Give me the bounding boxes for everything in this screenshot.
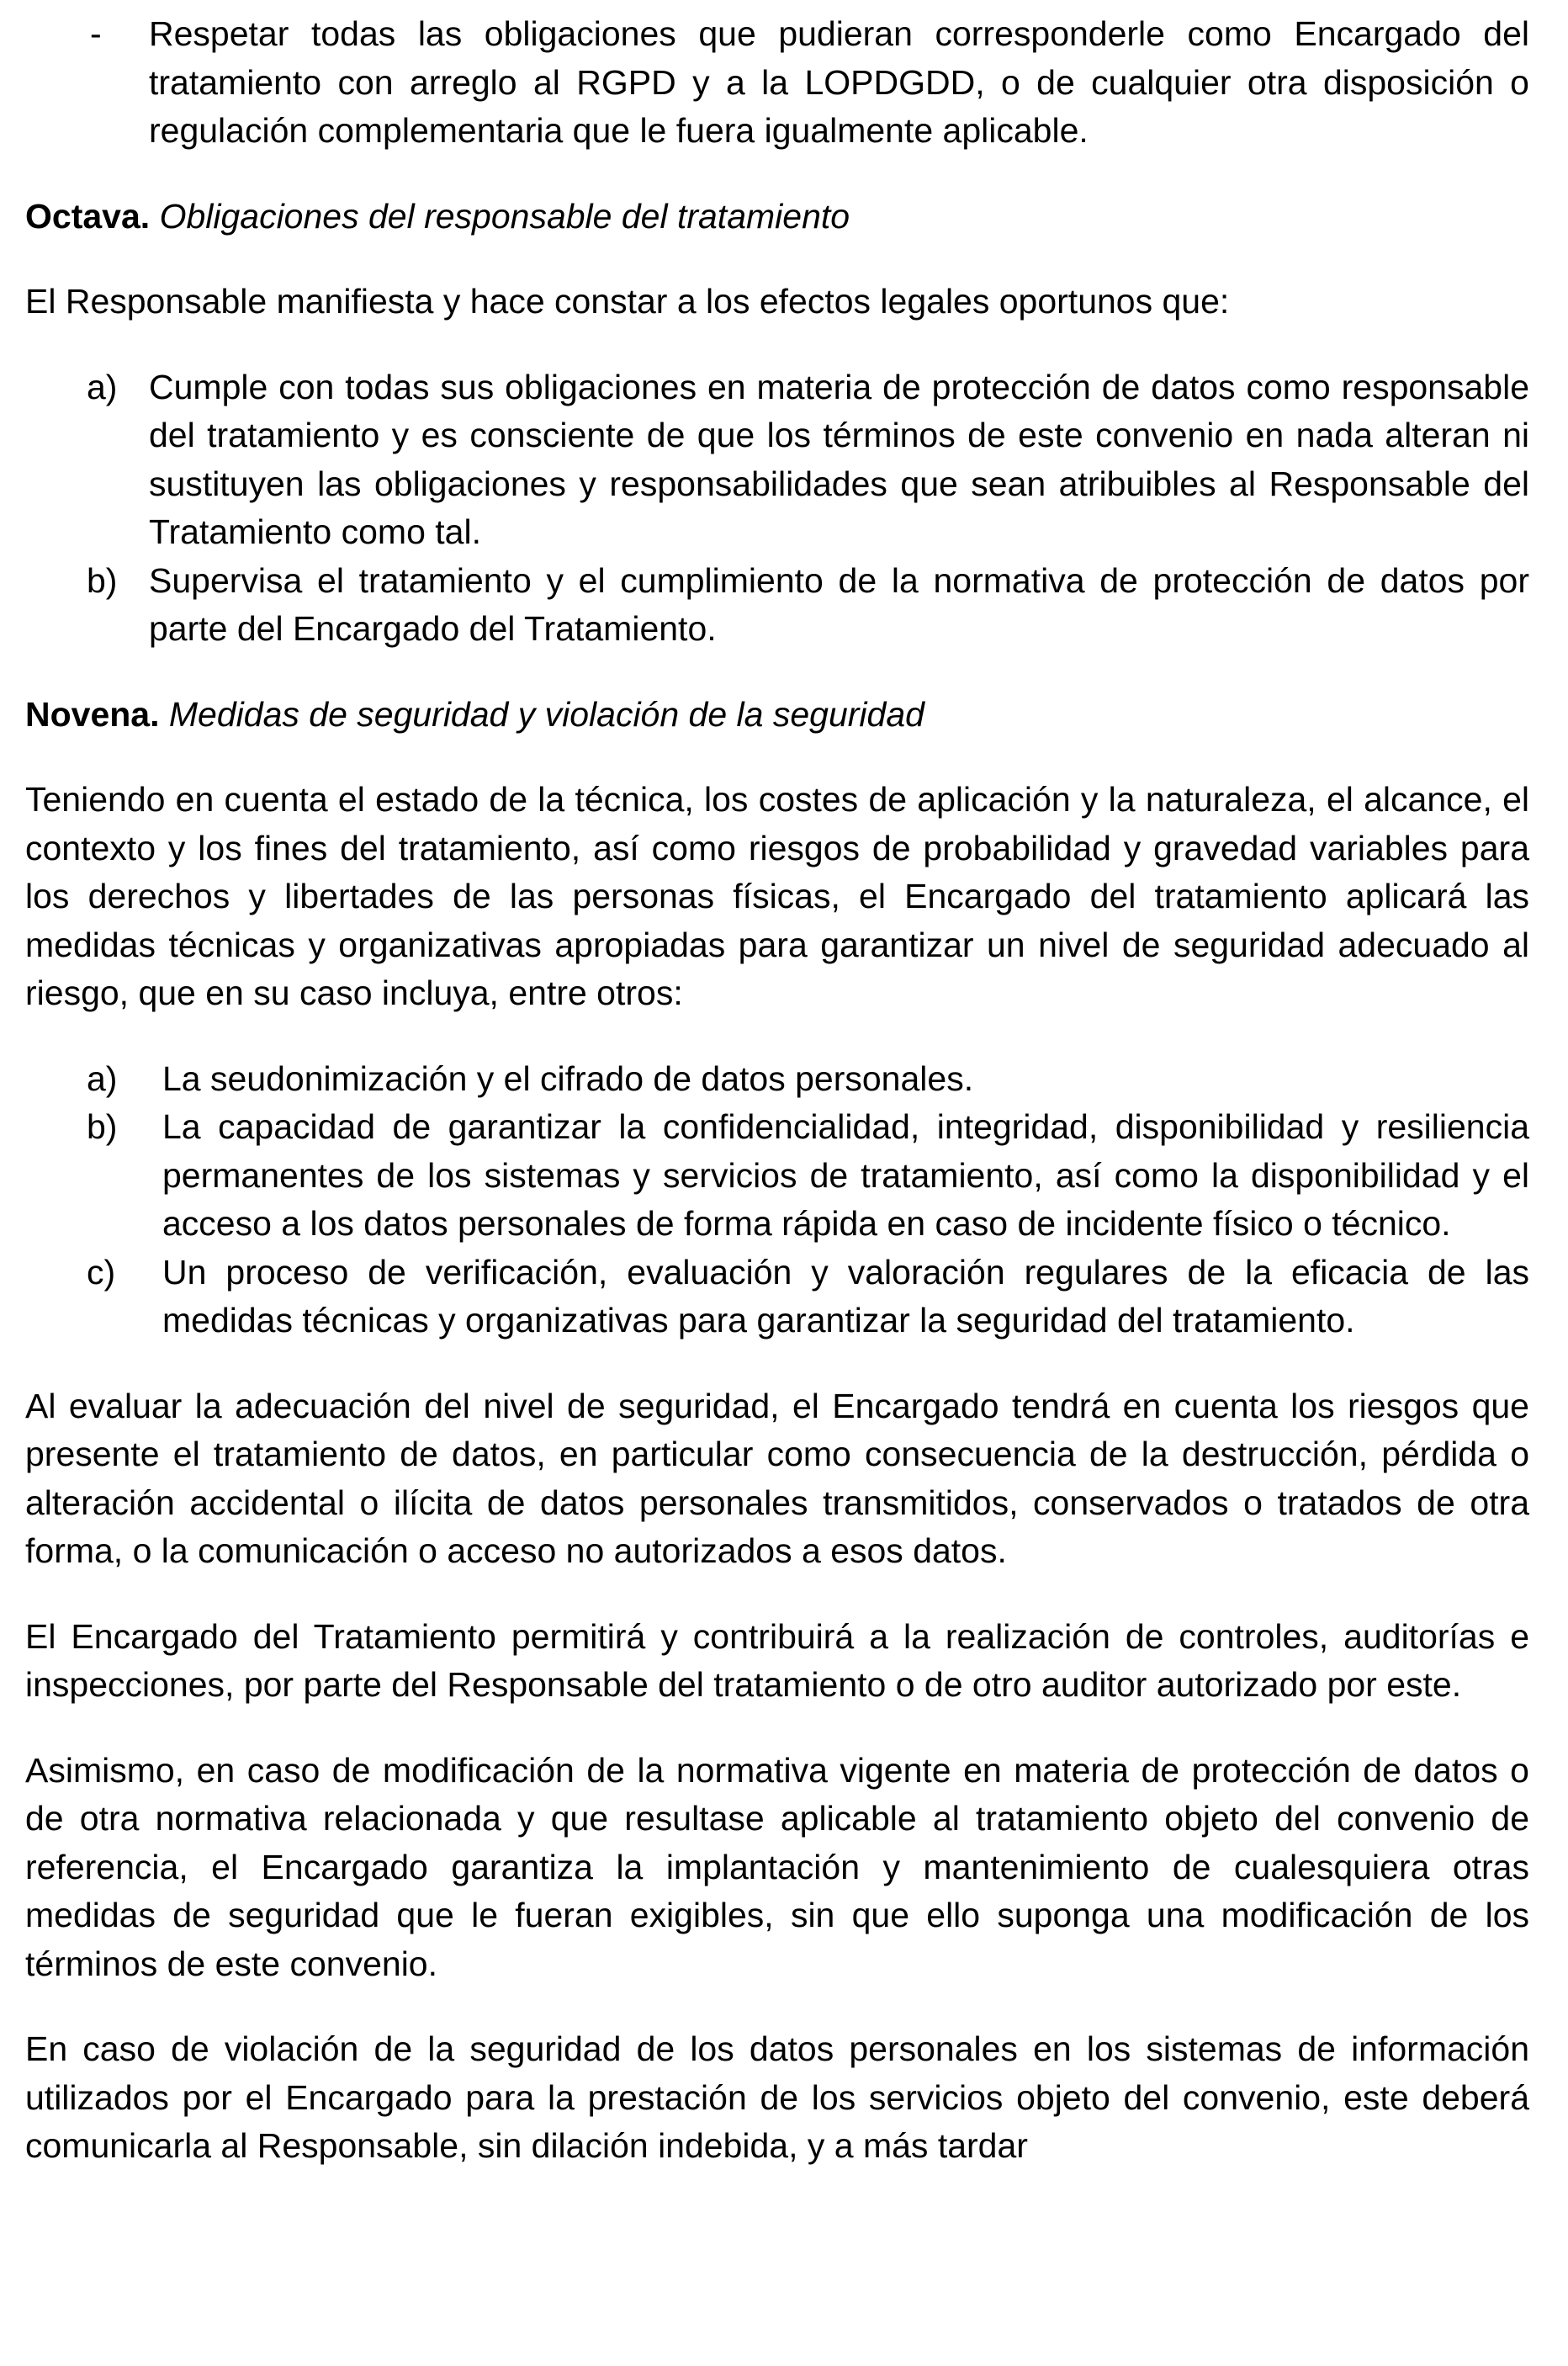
clause-octava-intro: El Responsable manifiesta y hace constar a los efectos legales oportunos que: — [25, 282, 1230, 321]
list-marker: a) — [87, 1058, 118, 1098]
list-item-text: Respetar todas las obligaciones que pudieran corresponderle como Encargado del tratamiento con arreglo al RGPD y a la LOPDGDD, o de cualquier otra disposición o regulación complementaria que le fuera igualmente aplicable. — [149, 14, 1529, 150]
list-marker: b) — [87, 560, 118, 600]
body-paragraph: En caso de violación de la seguridad de los datos personales en los sistemas de información utilizados por el Encargado para la prestación de los servicios objeto del convenio, este deberá comunicarla al Responsable, sin dilación indebida, y a más tardar — [25, 2029, 1529, 2165]
clause-number: Novena. — [25, 694, 160, 734]
body-paragraph: El Encargado del Tratamiento permitirá y contribuirá a la realización de controles, auditorías e inspecciones, por parte del Responsable del tratamiento o de otro auditor autorizado por este. — [25, 1616, 1529, 1704]
list-item-text: Un proceso de verificación, evaluación y valoración regulares de la eficacia de las medidas técnicas y organizativas para garantizar la seguridad del tratamiento. — [162, 1252, 1529, 1339]
obligations-list — [25, 10, 1529, 156]
list-item — [25, 1055, 1529, 1104]
list-item — [25, 557, 1529, 654]
list-item — [25, 1249, 1529, 1345]
list-marker: - — [90, 14, 102, 53]
list-item — [25, 1103, 1529, 1249]
body-paragraph: Asimismo, en caso de modificación de la normativa vigente en materia de protección de datos o de otra normativa relacionada y que resultase aplicable al tratamiento objeto del convenio de referencia, el Encargado garantiza la implantación y mantenimiento de cualesquiera otras medidas de seguridad que le fueran exigibles, sin que ello suponga una modificación de los términos de este convenio. — [25, 1750, 1529, 1983]
list-marker: a) — [87, 367, 118, 406]
clause-number: Octava. — [25, 196, 151, 236]
list-marker: c) — [87, 1252, 116, 1292]
clause-novena-list — [25, 1055, 1529, 1345]
clause-octava-heading — [25, 193, 1529, 241]
clause-novena-heading — [25, 691, 1529, 740]
body-paragraph: Al evaluar la adecuación del nivel de seguridad, el Encargado tendrá en cuenta los riesgos que presente el tratamiento de datos, en particular como consecuencia de la destrucción, pérdida o alteración accidental o ilícita de datos personales transmitidos, conservados o tratados de otra forma, o la comunicación o acceso no autorizados a esos datos. — [25, 1386, 1529, 1570]
list-item-text: La capacidad de garantizar la confidencialidad, integridad, disponibilidad y resiliencia permanentes de los sistemas y servicios de tratamiento, así como la disponibilidad y el acceso a los datos personales de forma rápida en caso de incidente físico o técnico. — [162, 1107, 1529, 1243]
list-item-text: Supervisa el tratamiento y el cumplimiento de la normativa de protección de datos por parte del Encargado del Tratamiento. — [149, 560, 1529, 648]
list-item — [25, 10, 1529, 156]
list-item-text: La seudonimización y el cifrado de datos personales. — [162, 1058, 974, 1098]
document-page — [25, 10, 1529, 2208]
list-item-text: Cumple con todas sus obligaciones en materia de protección de datos como responsable del tratamiento y es consciente de que los términos de este convenio en nada alteran ni sustituyen las obligaciones y responsabilidades que sean atribuibles al Responsable del Tratamiento como tal. — [149, 367, 1529, 551]
clause-octava-list — [25, 363, 1529, 654]
clause-title: Medidas de seguridad y violación de la seguridad — [168, 694, 924, 734]
list-marker: b) — [87, 1107, 118, 1146]
clause-novena-intro: Teniendo en cuenta el estado de la técnica, los costes de aplicación y la naturaleza, el alcance, el contexto y los fines del tratamiento, así como riesgos de probabilidad y gravedad variables para los derechos y libertades de las personas físicas, el Encargado del tratamiento aplicará las medidas técnicas y organizativas apropiadas para garantizar un nivel de seguridad adecuado al riesgo, que en su caso incluya, entre otros: — [25, 780, 1529, 1012]
list-item — [25, 363, 1529, 557]
clause-title: Obligaciones del responsable del tratamiento — [159, 196, 850, 236]
